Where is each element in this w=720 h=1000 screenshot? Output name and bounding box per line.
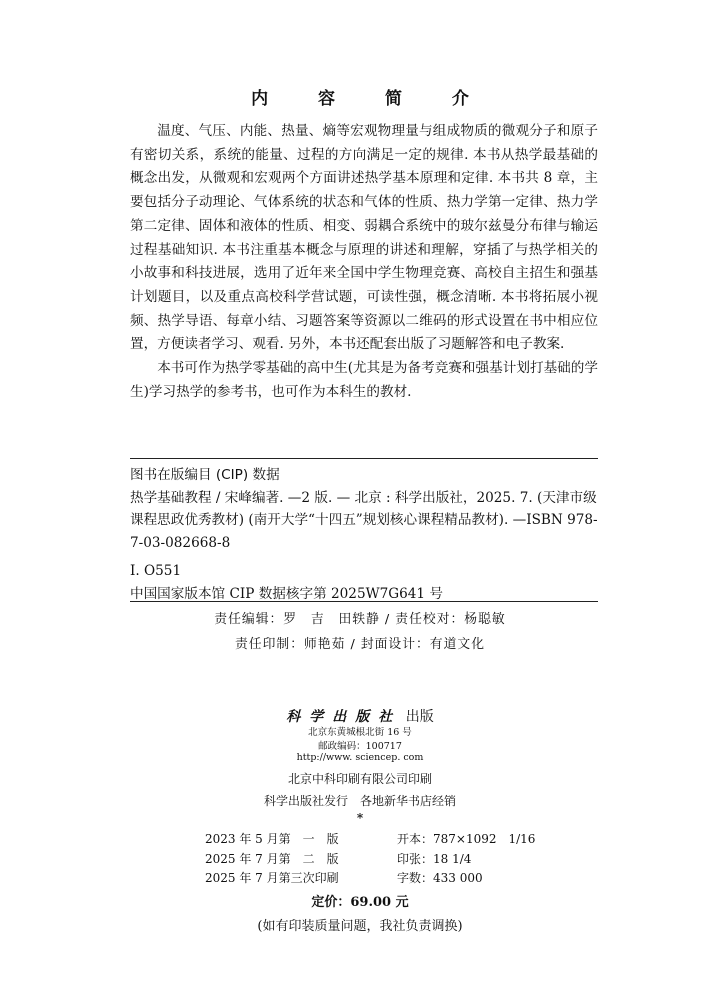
printer: 北京中科印刷有限公司印刷 [287,772,432,786]
edition-info: 2023 年 5 月第 一 版 [205,832,339,846]
separator-star: * [356,811,364,825]
content-summary [130,120,598,404]
publisher-suffix: 出版 [405,709,434,725]
editor-credits: 责任编辑：罗 吉 田轶静 / 责任校对：杨聪敏 [214,612,506,627]
edition-table [205,830,535,889]
production-credits: 责任印制：师艳茹 / 封面设计：有道文化 [235,637,485,652]
cip-heading: 图书在版编目 (CIP) 数据 [130,467,280,483]
publisher-url: http://www. sciencep. com [296,752,424,763]
distribution: 科学出版社发行 各地新华书店经销 [263,794,456,808]
edition-info: 2025 年 7 月第三次印刷 [205,871,339,885]
cip-block [130,464,598,605]
format-info: 字数：433 000 [397,871,483,885]
edition-row [205,830,535,850]
cip-record-number: 中国国家版本馆 CIP 数据核字第 2025W7G641 号 [130,585,443,602]
publisher-logo-text: 科学出版社 [286,709,402,725]
format-info: 印张：18 1/4 [397,851,472,866]
divider [130,601,598,602]
publisher-zip: 邮政编码：100717 [318,741,402,752]
summary-paragraph: 温度、气压、内能、热量、熵等宏观物理量与组成物质的微观分子和原子有密切关系，系统的能量、过程的方向满足一定的规律. 本书从热学最基础的概念出发，从微观和宏观两个方面讲述热学基本原理和定律. 本书共 8 章，主要包括分子动理论、气体系统的状态和气体的性质、热力学第一定律、热力学第二定律、固体和液体的性质、相变、弱耦合系统中的玻尔兹曼分布律与输运过程基础知识. 本书注重基本概念与原理的讲述和理解，穿插了与热学相关的小故事和科技进展，选用了近年来全国中学生物理竞赛、高校自主招生和强基计划题目，以及重点高校科学营试题，可读性强，概念清晰. 本书将拓展小视频、热学导语、每章小结、习题答案等资源以二维码的形式设置在书中相应位置，方便读者学习、观看. 另外，本书还配套出版了习题解答和电子教案. [130,123,598,353]
edition-info: 2025 年 7 月第 二 版 [205,851,339,866]
publisher-name [0,706,720,726]
format-info: 开本：787×1092 1/16 [397,832,536,846]
page-title: 内 容 简 介 [251,89,491,109]
divider [130,458,598,459]
price: 定价：69.00 元 [311,895,409,910]
cip-entry: 热学基础教程 / 宋峰编著. —2 版. — 北京 : 科学出版社，2025. 7. (天津市级课程思政优秀教材) (南开大学“十四五”规划核心课程精品教材). —ISBN 978-7-03-082668-8 [130,489,598,551]
edition-row [205,869,535,889]
summary-paragraph: 本书可作为热学零基础的高中生(尤其是为备考竞赛和强基计划打基础的学生)学习热学的参考书，也可作为本科生的教材. [130,360,598,400]
cip-classification: Ⅰ. O551 [130,563,182,579]
edition-row [205,850,535,870]
quality-note: (如有印装质量问题，我社负责调换) [257,919,463,934]
publisher-address: 北京东黄城根北街 16 号 [308,727,412,738]
